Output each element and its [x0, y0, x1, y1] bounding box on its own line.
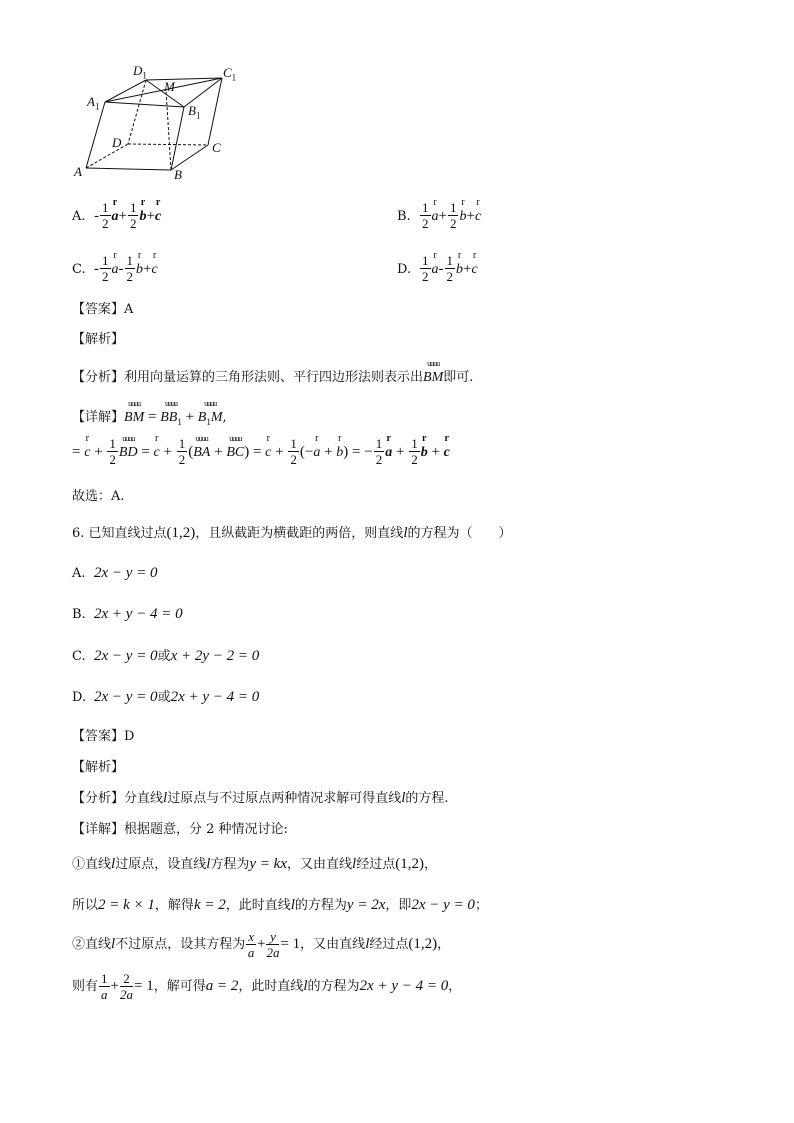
q6-case1: ①直线l过原点，设直线l方程为y = kx，又由直线l经过点(1,2)，	[72, 856, 437, 872]
label-c1: $C_1$	[223, 65, 237, 83]
answer-value: A	[124, 302, 134, 317]
q6-analysis-tag: 【解析】	[72, 760, 125, 775]
q6-option-c: C. 2x − y = 0或x + 2y − 2 = 0	[72, 648, 260, 664]
q5-option-d: D. $\frac{1}{2}$ r a- $\frac{1}{2}$ r b+r c	[397, 254, 478, 283]
option-letter: D.	[397, 262, 412, 277]
q6-option-d: D. 2x − y = 0或2x + y − 4 = 0	[72, 689, 260, 705]
q6-case2-solution: 则有 $\frac{1}{a}$ + $\frac{2}{2a}$ = 1，解可得a = 2，此时直线l的方程为2x + y − 4 = 0，	[72, 971, 462, 1002]
option-letter: C.	[72, 262, 86, 277]
q6-fenxi: 【分析】分直线l过原点与不过原点两种情况求解可得直线l的方程.	[72, 790, 449, 806]
q5-conclusion: 故选：A.	[72, 489, 125, 504]
label-b: B	[174, 167, 182, 182]
q6-stem: 6. 已知直线过点(1,2)，且纵截距为横截距的两倍，则直线l的方程为（ ）	[72, 525, 512, 541]
label-m: M	[164, 79, 175, 94]
q6-detail: 【详解】根据题意，分 2 种情况讨论:	[72, 822, 288, 837]
q5-detail-line2: = r c + $\frac{1}{2}$ uuuu BD = r c + $\frac{1}{2}$ (uuuu BA + uuuu BC) = r c + $\frac{1}{2}$ (−r a + r b) = − $\frac{1}{2}$ r a + $\frac{1}{2}$ r b + r c	[72, 437, 450, 466]
label-b1: $B_1$	[188, 103, 201, 121]
label-a1: $A_1$	[87, 94, 100, 112]
q6-answer: 【答案】D	[72, 729, 135, 744]
q6-option-b: B. 2x + y − 4 = 0	[72, 606, 183, 622]
q5-option-b: B. $\frac{1}{2}$ r a+ $\frac{1}{2}$ r b+r c	[397, 201, 481, 230]
q6-case1-solution: 所以2 = k × 1，解得k = 2，此时直线l的方程为y = 2x，即2x − y = 0；	[72, 897, 488, 913]
label-a: A	[74, 164, 82, 179]
option-letter: A.	[72, 209, 86, 224]
q5-answer	[72, 298, 133, 317]
q6-case2: ②直线l不过原点，设其方程为 $\frac{x}{a}$ + $\frac{y}{2a}$ = 1，又由直线l经过点(1,2)，	[72, 929, 451, 960]
label-d: D	[112, 135, 122, 150]
q5-detail-line1: 【详解】uuuu BM = uuuu $BB_1$ + uuuu $B_1M$,	[72, 406, 227, 427]
parallelepiped-figure	[70, 60, 250, 185]
label-d1: $D_1$	[133, 63, 147, 81]
q6-option-a: A. 2x − y = 0	[72, 565, 158, 581]
option-letter: B.	[397, 209, 411, 224]
q5-fenxi: 【分析】利用向量运算的三角形法则、平行四边形法则表示出uuuu BM即可.	[72, 366, 473, 386]
q5-option-a: A. - $\frac{1}{2}$ r a+ $\frac{1}{2}$ r b+r c	[72, 201, 161, 230]
label-c: C	[212, 140, 221, 155]
q5-option-c: C. - $\frac{1}{2}$ r a- $\frac{1}{2}$ r b+r c	[72, 254, 158, 283]
q5-analysis-tag: 【解析】	[72, 332, 125, 347]
answer-tag: 【答案】	[72, 302, 125, 317]
